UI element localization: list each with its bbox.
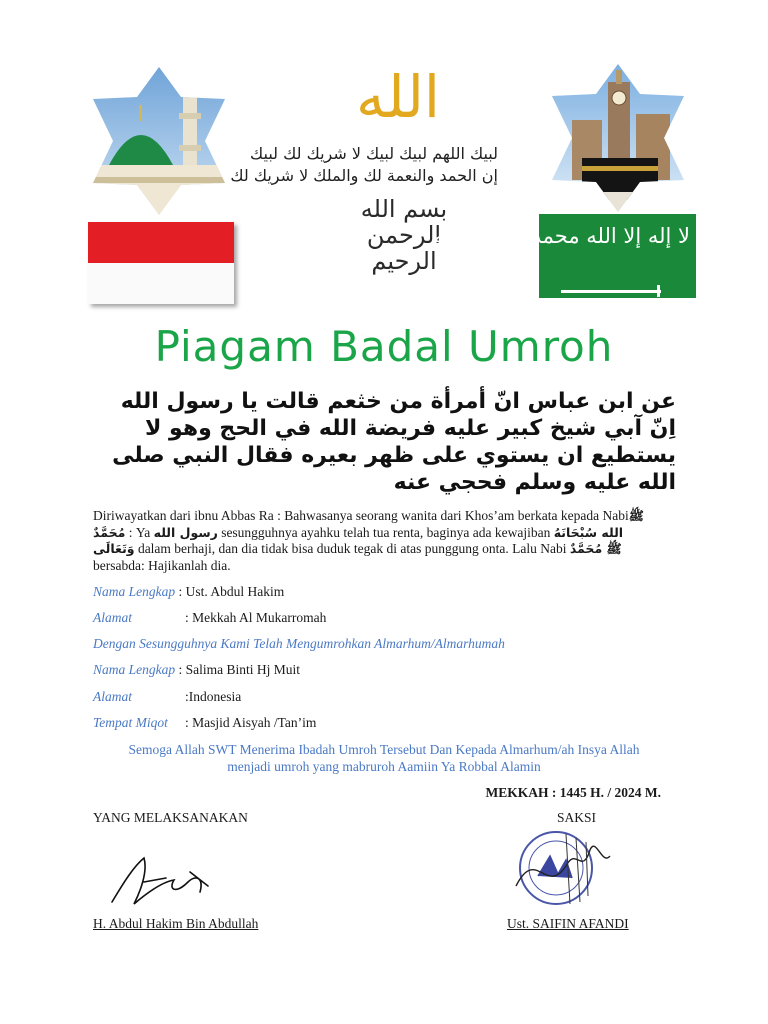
sword-icon	[561, 290, 661, 293]
translation-part-1: Diriwayatkan dari ibnu Abbas Ra : Bahwasanya seorang wanita dari Khos’am berkata kepada Nabi	[93, 508, 629, 523]
indonesia-flag	[88, 222, 234, 304]
talbiyah-line-1: لبيك اللهم لبيك لبيك لا شريك لك لبيك	[250, 144, 498, 163]
hadith-translation	[93, 508, 653, 574]
closing-line-2: menjadi umroh yang mabruroh Aamiin Ya Robbal Alamin	[227, 759, 541, 774]
allah-calligraphy	[230, 62, 498, 194]
muhammad-arabic-2: ﷺ مُحَمَّدٌ	[569, 541, 622, 556]
field-nama-lengkap-1	[93, 584, 284, 600]
translation-part-4: dalam berhaji, dan dia tidak bisa duduk tegak di atas punggung onta. Lalu Nabi	[137, 541, 567, 556]
bismillah-calligraphy: بسم الله الرحمن الرحيم	[360, 195, 448, 275]
allah-word: الله	[355, 63, 441, 131]
value-tempat-miqot: : Masjid Aisyah /Tan’im	[185, 715, 317, 730]
witness-name: Ust. SAIFIN AFANDI	[507, 916, 629, 931]
rasulullah-arabic: رسول الله	[153, 524, 218, 540]
hadith-arabic: عن ابن عباس انّ أمرأة من خثعم قالت يا رسول الله اِنّ آبي شيخ كبير عليه فريضة الله في الحج وهو لا يستطيع ان يستوي على ظهر بعيره فقال النبي صلى الله عليه وسلم فحجي عنه	[112, 389, 676, 495]
saudi-flag-shahada: لا إله إلا الله محمد رسول الله	[433, 224, 690, 248]
field-nama-lengkap-2	[93, 662, 300, 678]
muhammad-arabic: ﷺ مُحَمَّدٌ	[93, 508, 644, 540]
value-alamat-1: : Mekkah Al Mukarromah	[185, 610, 327, 625]
kaaba-clock-tower-star-image	[542, 62, 694, 214]
page-title: Piagam Badal Umroh	[154, 322, 614, 371]
value-nama-lengkap-2: : Salima Binti Hj Muit	[178, 662, 301, 677]
translation-part-3: sesungguhnya ayahku telah tua renta, baginya ada kewajiban	[221, 524, 551, 540]
label-nama-lengkap-1: Nama Lengkap	[93, 584, 176, 599]
saudi-arabia-flag	[433, 214, 696, 298]
label-tempat-miqot: Tempat Miqot	[93, 715, 168, 730]
closing-prayer	[100, 741, 668, 775]
closing-line-1: Semoga Allah SWT Menerima Ibadah Umroh Tersebut Dan Kepada Almarhum/ah Insya Allah	[128, 742, 640, 757]
executor-heading: YANG MELAKSANAKAN	[93, 810, 248, 825]
translation-part-5: bersabda: Hajikanlah dia.	[93, 557, 231, 573]
witness-signature-stamp	[506, 826, 618, 910]
witness-heading: SAKSI	[557, 810, 597, 825]
nabawi-mosque-star-image	[83, 65, 235, 217]
field-alamat-2	[93, 689, 241, 705]
field-alamat-1	[93, 610, 326, 626]
value-alamat-2: :Indonesia	[185, 689, 242, 704]
label-alamat-1: Alamat	[93, 610, 132, 625]
date-place: MEKKAH : 1445 H. / 2024 M.	[485, 785, 661, 800]
label-alamat-2: Alamat	[93, 689, 132, 704]
value-nama-lengkap-1: : Ust. Abdul Hakim	[178, 584, 285, 599]
label-nama-lengkap-2: Nama Lengkap	[93, 662, 176, 677]
translation-part-2: : Ya	[128, 524, 151, 540]
allah-swt-arabic: الله سُبْحَانَهُ وَتَعَالَى	[93, 524, 624, 556]
executor-name: H. Abdul Hakim Bin Abdullah	[93, 916, 259, 931]
executor-signature	[104, 852, 216, 910]
talbiyah-line-2: إن الحمد والنعمة لك والملك لا شريك لك	[230, 166, 498, 185]
field-tempat-miqot	[93, 715, 316, 731]
statement-text: Dengan Sesungguhnya Kami Telah Mengumrohkan Almarhum/Almarhumah	[93, 636, 505, 651]
